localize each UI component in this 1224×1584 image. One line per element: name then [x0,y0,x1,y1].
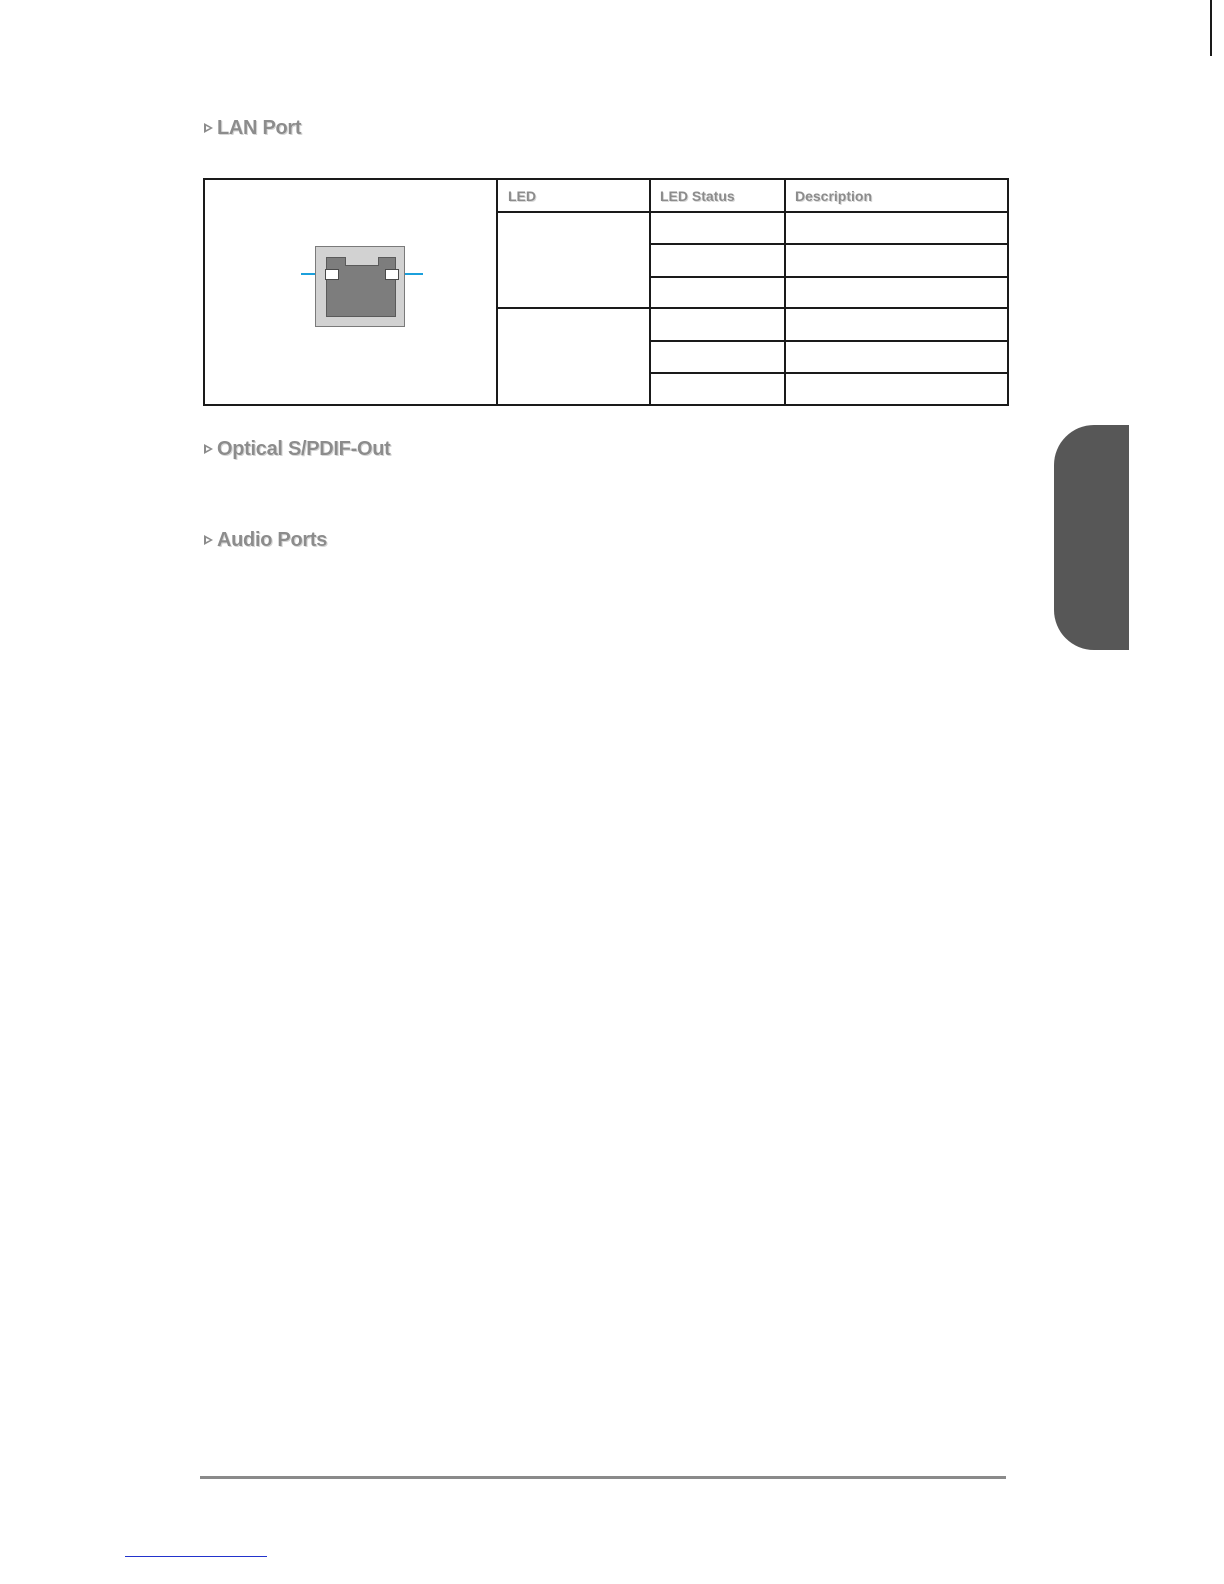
triangle-bullet-icon [204,444,213,454]
chapter-side-tab [1054,425,1129,650]
table-divider-row [649,243,1009,245]
rj45-socket [326,257,396,317]
section-title: LAN Port [217,116,302,139]
table-divider-group [498,307,1009,309]
table-divider-vertical [649,180,651,404]
column-header-led-status: LED Status [660,187,735,204]
page-corner-rule [1210,0,1212,56]
section-heading-optical-spdif [204,436,391,462]
lan-led-table [498,180,1009,404]
table-divider-row [649,340,1009,342]
table-divider-header [498,211,1009,213]
speed-led-indicator [385,269,399,280]
column-header-led: LED [508,187,536,204]
section-title: Audio Ports [217,528,328,551]
lan-port-figure [205,180,498,404]
section-heading-lan-port [204,115,301,141]
table-divider-row [649,276,1009,278]
section-heading-audio-ports [204,527,327,553]
section-title: Optical S/PDIF-Out [217,437,391,460]
rj45-port-icon [315,246,405,327]
column-header-description: Description [795,187,873,204]
triangle-bullet-icon [204,123,213,133]
footer-rule [200,1476,1006,1479]
footer-link-underline[interactable] [125,1556,267,1557]
lan-port-block [203,178,1009,406]
table-divider-vertical [784,180,786,404]
link-led-indicator [325,269,339,280]
rj45-notch [345,257,379,266]
table-divider-row [649,372,1009,374]
triangle-bullet-icon [204,535,213,545]
